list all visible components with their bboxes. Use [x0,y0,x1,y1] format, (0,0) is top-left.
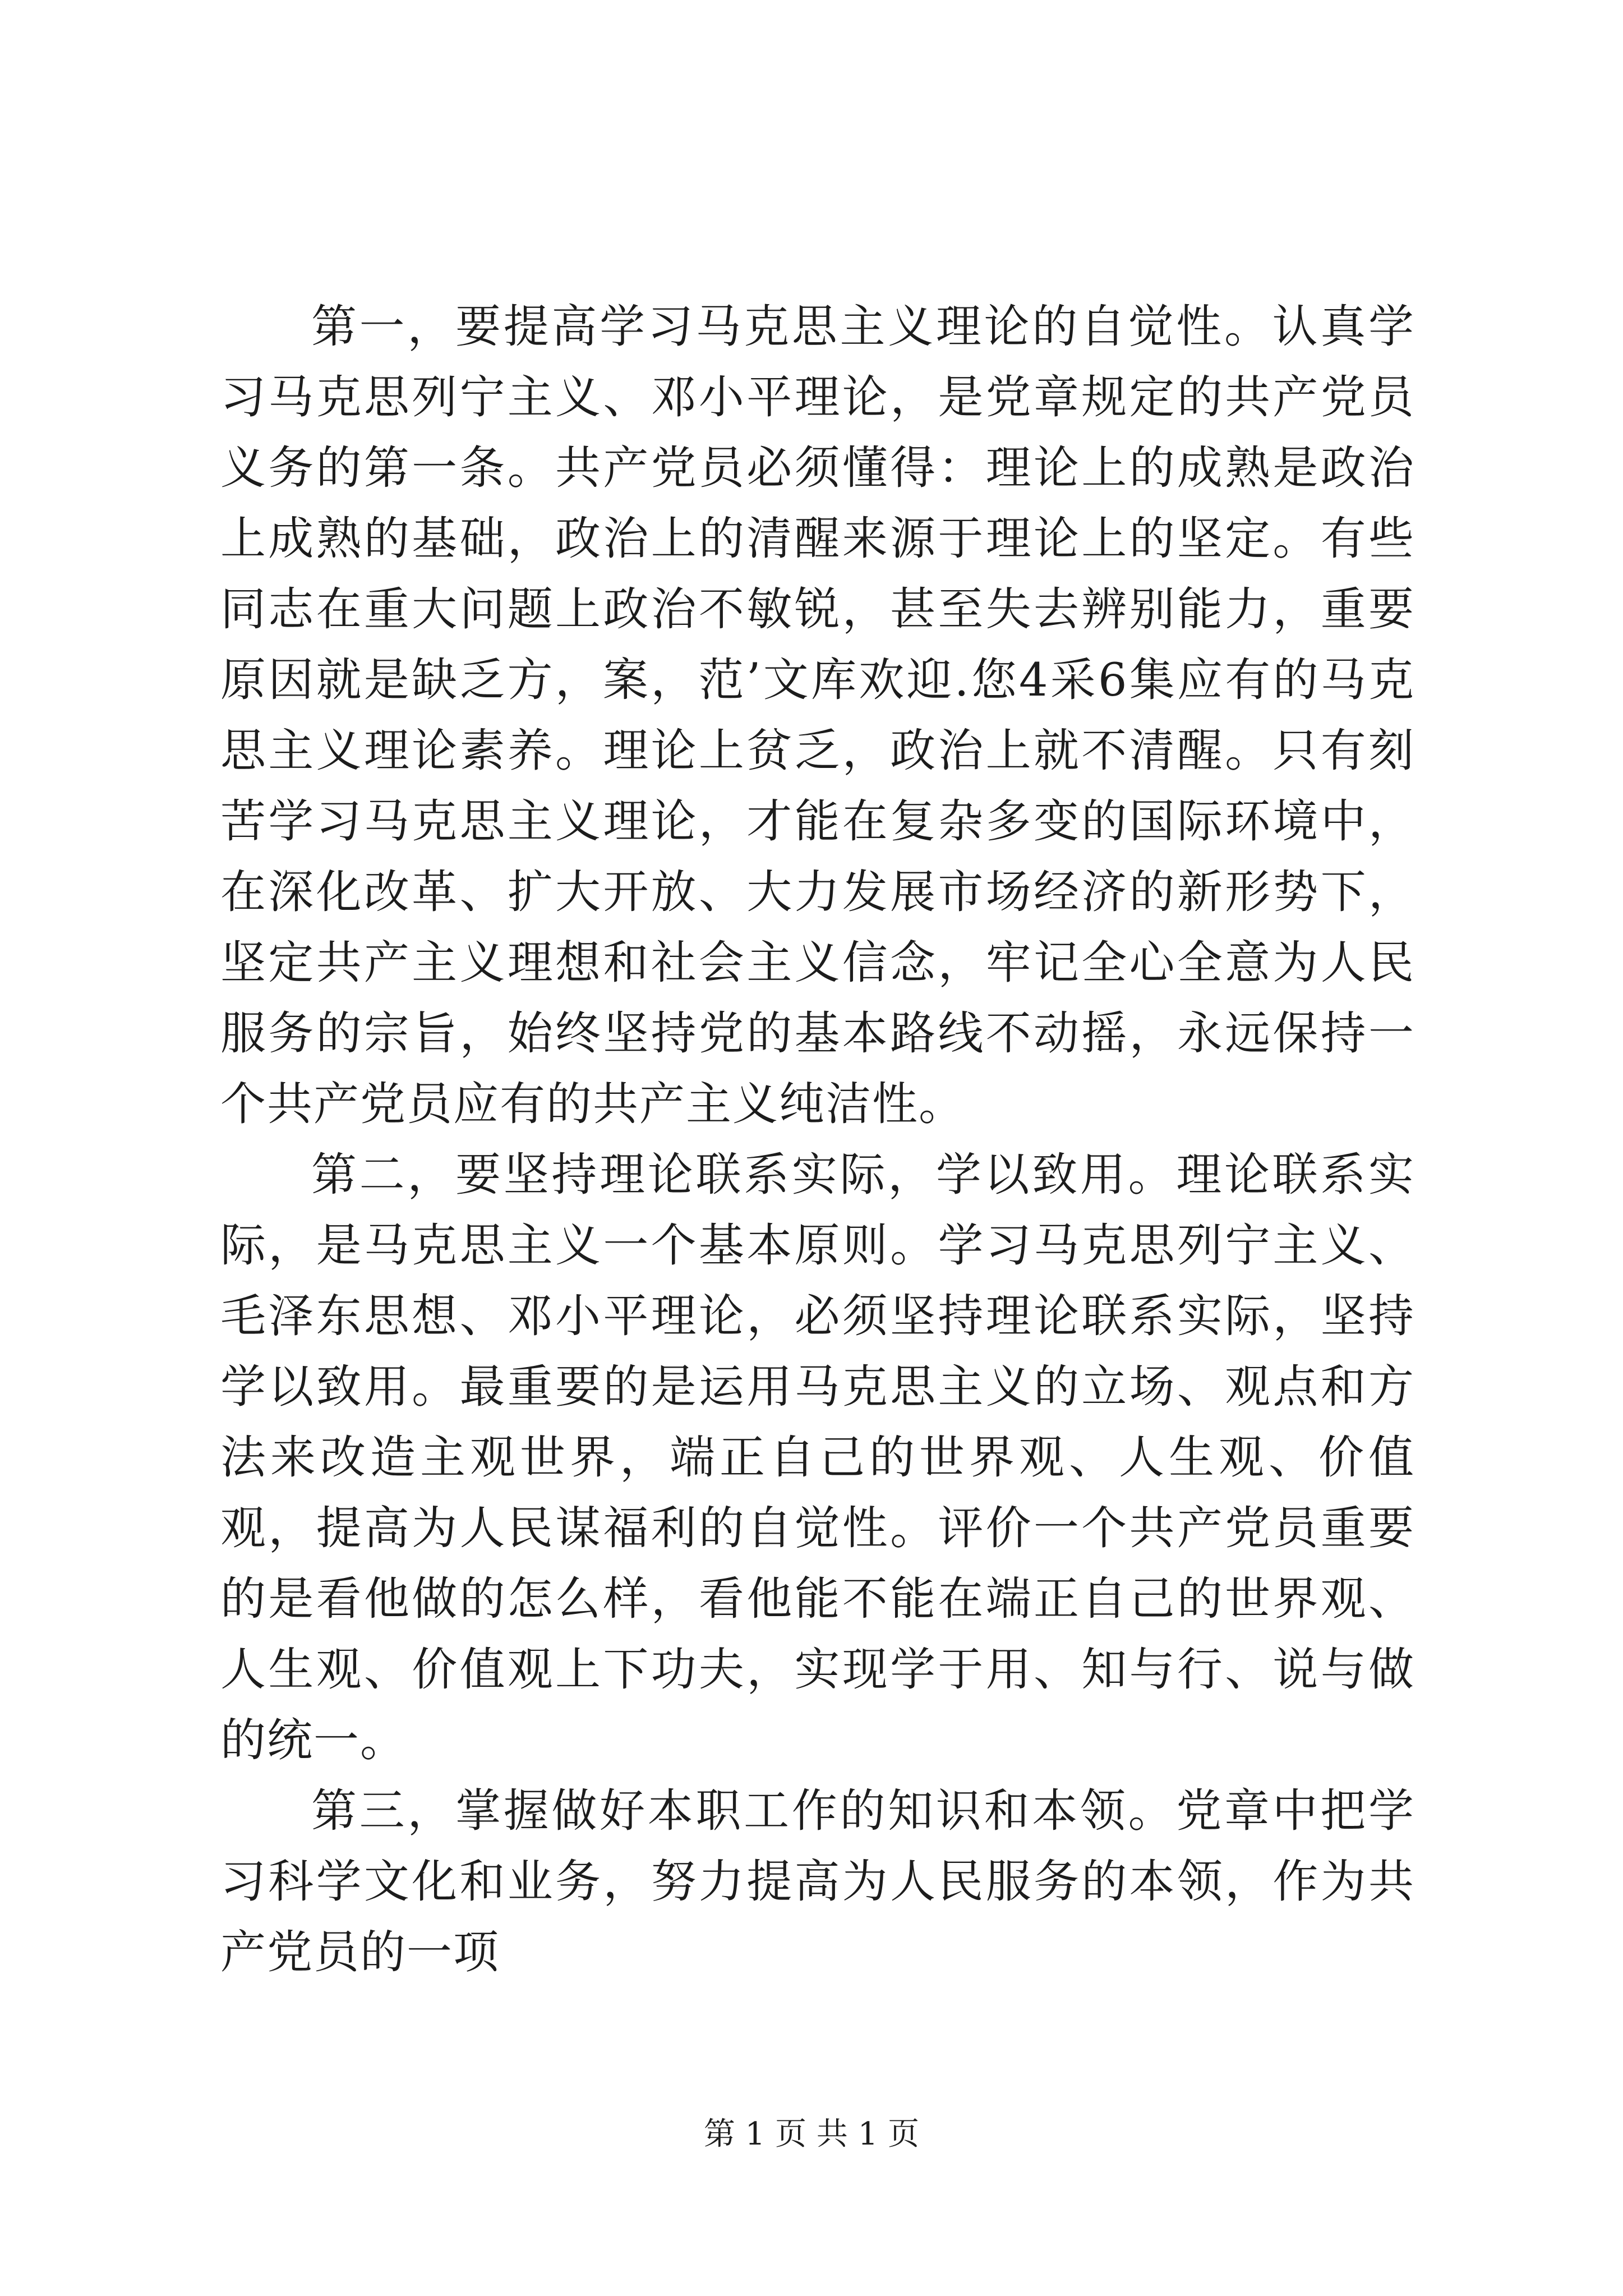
page-number-label: 第 1 页 共 1 页 [703,2116,920,2152]
paragraph-3: 第三，掌握做好本职工作的知识和本领。党章中把学习科学文化和业务，努力提高为人民服务的本领，作为共产党员的一项 [220,1785,1415,1979]
document-body [220,292,1415,1988]
page-footer [0,2115,1623,2154]
paragraph-1: 第一，要提高学习马克思主义理论的自觉性。认真学习马克思列宁主义、邓小平理论，是党章规定的共产党员义务的第一条。共产党员必须懂得：理论上的成熟是政治上成熟的基础，政治上的清醒来源于理论上的坚定。有些同志在重大问题上政治不敏锐，甚至失去辨别能力，重要原因就是缺乏方，案，范’文库欢迎.您4采6集应有的马克思主义理论素养。理论上贫乏，政治上就不清醒。只有刻苦学习马克思主义理论，才能在复杂多变的国际环境中，在深化改革、扩大开放、大力发展市场经济的新形势下，坚定共产主义理想和社会主义信念，牢记全心全意为人民服务的宗旨，始终坚持党的基本路线不动摇，永远保持一个共产党员应有的共产主义纯洁性。 [220,301,1415,1131]
paragraph-2: 第二，要坚持理论联系实际，学以致用。理论联系实际，是马克思主义一个基本原则。学习马克思列宁主义、毛泽东思想、邓小平理论，必须坚持理论联系实际，坚持学以致用。最重要的是运用马克思主义的立场、观点和方法来改造主观世界，端正自己的世界观、人生观、价值观，提高为人民谋福利的自觉性。评价一个共产党员重要的是看他做的怎么样，看他能不能在端正自己的世界观、人生观、价值观上下功夫，实现学于用、知与行、说与做的统一。 [220,1149,1415,1767]
